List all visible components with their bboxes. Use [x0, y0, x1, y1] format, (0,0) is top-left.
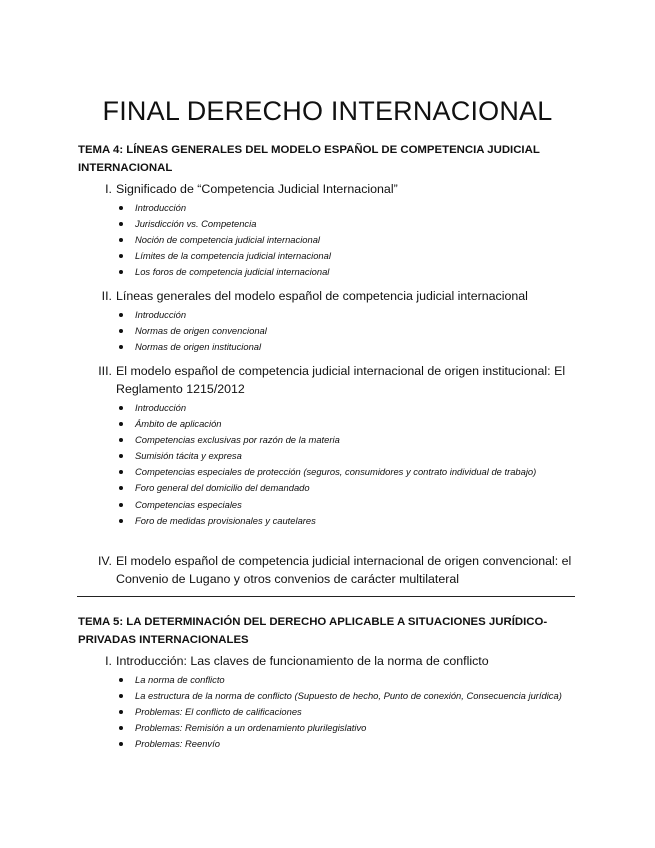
section-number: III.	[98, 364, 112, 378]
section-number: I.	[105, 182, 112, 196]
page-title: FINAL DERECHO INTERNACIONAL	[102, 96, 553, 127]
tema-5-section-1	[78, 652, 598, 752]
list-item: Problemas: Remisión a un ordenamiento plurilegislativo	[116, 720, 598, 736]
section-number: I.	[105, 654, 112, 668]
section-number: IV.	[97, 554, 112, 568]
list-item: Normas de origen convencional	[116, 323, 598, 339]
list-item: Problemas: Reenvío	[116, 736, 598, 752]
tema-4-section-2	[78, 287, 598, 355]
tema-4-heading: TEMA 4: LÍNEAS GENERALES DEL MODELO ESPAÑOL DE COMPETENCIA JUDICIAL INTERNACIONAL	[78, 144, 540, 174]
list-item: Introducción	[116, 200, 598, 216]
list-item: Foro de medidas provisionales y cautelares	[116, 513, 598, 529]
list-item: Problemas: El conflicto de calificaciones	[116, 704, 598, 720]
list-item: Los foros de competencia judicial internacional	[116, 264, 598, 280]
tema-4-section-3	[78, 362, 598, 529]
tema-5-heading: TEMA 5: LA DETERMINACIÓN DEL DERECHO APLICABLE A SITUACIONES JURÍDICO-PRIVADAS INTERNACIONALES	[78, 616, 548, 646]
tema-4-section-4	[78, 552, 598, 588]
section-title: Líneas generales del modelo español de competencia judicial internacional	[116, 289, 528, 303]
item-list	[78, 400, 598, 529]
list-item: Noción de competencia judicial internacional	[116, 232, 598, 248]
tema-4-section-1	[78, 180, 598, 280]
section-title: El modelo español de competencia judicial internacional de origen convencional: el Convenio de Lugano y otros convenios de carácter multilateral	[116, 554, 572, 586]
item-list	[78, 307, 598, 355]
list-item: Introducción	[116, 400, 598, 416]
list-item: Competencias especiales de protección (seguros, consumidores y contrato individual de trabajo)	[116, 464, 598, 480]
list-item: Foro general del domicilio del demandado	[116, 480, 598, 496]
list-item: Introducción	[116, 307, 598, 323]
section-title: El modelo español de competencia judicial internacional de origen institucional: El Reglamento 1215/2012	[116, 364, 566, 396]
item-list	[78, 672, 598, 752]
list-item: Normas de origen institucional	[116, 339, 598, 355]
section-number: II.	[101, 289, 112, 303]
list-item: Competencias exclusivas por razón de la materia	[116, 432, 598, 448]
list-item: Sumisión tácita y expresa	[116, 448, 598, 464]
list-item: La norma de conflicto	[116, 672, 598, 688]
list-item: La estructura de la norma de conflicto (Supuesto de hecho, Punto de conexión, Consecuencia jurídica)	[116, 688, 598, 704]
list-item: Competencias especiales	[116, 497, 598, 513]
section-divider	[77, 596, 575, 597]
list-item: Límites de la competencia judicial internacional	[116, 248, 598, 264]
list-item: Jurisdicción vs. Competencia	[116, 216, 598, 232]
section-title: Introducción: Las claves de funcionamiento de la norma de conflicto	[116, 654, 489, 668]
item-list	[78, 200, 598, 280]
section-title: Significado de “Competencia Judicial Internacional”	[116, 182, 398, 196]
list-item: Ámbito de aplicación	[116, 416, 598, 432]
